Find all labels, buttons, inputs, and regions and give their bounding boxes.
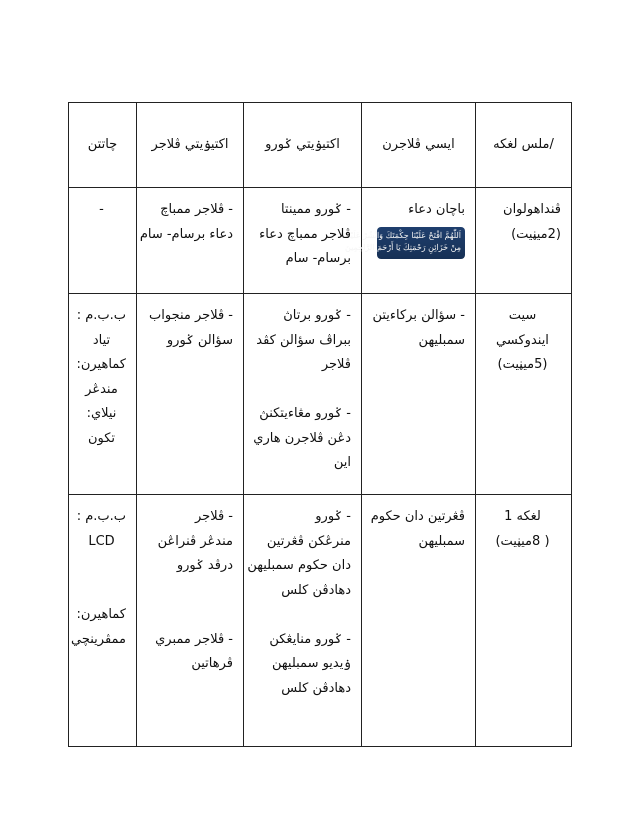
text-line: - سؤالن بركاءيتن [372, 308, 465, 323]
cell-guru [244, 495, 362, 747]
text-line: سمبليهن [418, 332, 465, 348]
text-line: نيلاي: [86, 406, 117, 421]
text-line: دهادڤن كلس [281, 680, 351, 696]
table-row [69, 188, 572, 294]
text-line: - ݢورو ممينتا [280, 202, 351, 217]
header-isi: ايسي ڤلاجرن [362, 103, 476, 188]
text-line: دعاء برسام- سام [139, 226, 233, 242]
text-line: ب.ب.م : [76, 509, 126, 524]
text-line: - ݢورو مڠاءيتكنڽ [259, 406, 351, 421]
text-line: درڤد ݢورو [176, 558, 233, 573]
spacer [145, 603, 233, 628]
text-line: دهادڤن كلس [281, 582, 351, 598]
header-row [69, 103, 572, 188]
text-line: تكون [87, 430, 116, 446]
text-line: LCD [88, 533, 115, 549]
text-line: - ݢورو منايڠكن [269, 631, 351, 647]
cell-isi [345, 188, 476, 294]
header-guru: اكتيۏيتي ݢورو [244, 103, 362, 188]
lesson-plan-table [68, 102, 572, 747]
text-line: (5ميڼيت) [497, 357, 548, 372]
text-line: - ڤلاجر ممباچ [160, 202, 233, 217]
text-line: منرڠكن ڤڠرتين [266, 533, 351, 549]
cell-catatan [69, 188, 137, 294]
text-line: برسام- سام [285, 251, 351, 266]
text-line: تياد [92, 332, 111, 348]
header-masa: /ملس لغكه [476, 103, 572, 188]
cell-pelajar [137, 495, 244, 747]
spacer [145, 579, 233, 604]
text-line: كماهيرن: [76, 357, 126, 372]
cell-masa [476, 294, 572, 495]
text-line: - [99, 202, 104, 217]
text-line: - ڤلاجر [194, 509, 233, 524]
text-line: ممڤرينچي [71, 631, 126, 647]
spacer [77, 554, 126, 579]
text-line: ببراڤ سؤالن كڤد [256, 332, 351, 348]
text-line: ڤلاجر ممباچ دعاء [259, 226, 351, 242]
cell-isi [362, 294, 476, 495]
text-line: ڤنداهولوان [503, 202, 561, 217]
text-line: - ڤلاجر ممبري [155, 631, 233, 647]
cell-masa [476, 188, 572, 294]
text-line: ( 8ميڼيت) [495, 533, 550, 549]
cell-guru [244, 294, 362, 495]
text-line: ايندوكسي [496, 332, 549, 348]
text-line: - ݢورو [315, 509, 351, 524]
table-row [69, 294, 572, 495]
cell-pelajar [137, 294, 244, 495]
dua-line: اَللّٰهُمَّ افْتَحْ عَلَيْنَا حِكْمَتَكَ وَانْشُرْ عَلَيْنَا [345, 230, 461, 240]
cell-catatan [69, 495, 137, 747]
table-row [69, 495, 572, 747]
text-line: ۏيديو سمبليهن [272, 656, 351, 671]
header-catatan: چاتتن [69, 103, 137, 188]
text-line: دان حكوم سمبليهن [247, 558, 351, 573]
text-line: ڤرهاتين [191, 656, 233, 671]
dua-line: مِنْ خَزَائِنِ رَحْمَتِكَ يَا أَرْحَمَ الرَّاحِمِينَ [345, 242, 461, 252]
text-line: مندڠر [85, 381, 118, 397]
text-line: (2ميڼيت) [511, 226, 561, 242]
dua-calligraphy-image [345, 227, 465, 259]
text-line: لغكه 1 [504, 509, 541, 524]
text-line: ڤڠرتين دان حكوم [370, 509, 465, 524]
text-line: اين [333, 455, 351, 470]
spacer [77, 579, 126, 604]
cell-catatan [69, 294, 137, 495]
cell-masa [476, 495, 572, 747]
cell-isi [362, 495, 476, 747]
text-line: سمبليهن [418, 533, 465, 549]
text-line: مندڠر ڤنراڠن [157, 533, 233, 549]
text-line: ڤلاجر [321, 357, 351, 372]
spacer [252, 378, 351, 403]
text-line: دڠن ڤلاجرن هاري [253, 430, 351, 446]
spacer [252, 603, 351, 628]
text-line: - ڤلاجر منجواب [149, 308, 233, 323]
header-pelajar: اكتيۏيتي ڤلاجر [137, 103, 244, 188]
text-line: سيت [508, 308, 537, 323]
text-line: سؤالن ݢورو [166, 332, 233, 348]
text-line: ب.ب.م : [76, 308, 126, 323]
cell-guru [244, 188, 362, 294]
cell-pelajar [137, 188, 244, 294]
text-line: كماهيرن: [76, 607, 126, 622]
text-line: باچان دعاء [408, 202, 465, 217]
text-line: - ݢورو برتاڽ [283, 308, 351, 323]
